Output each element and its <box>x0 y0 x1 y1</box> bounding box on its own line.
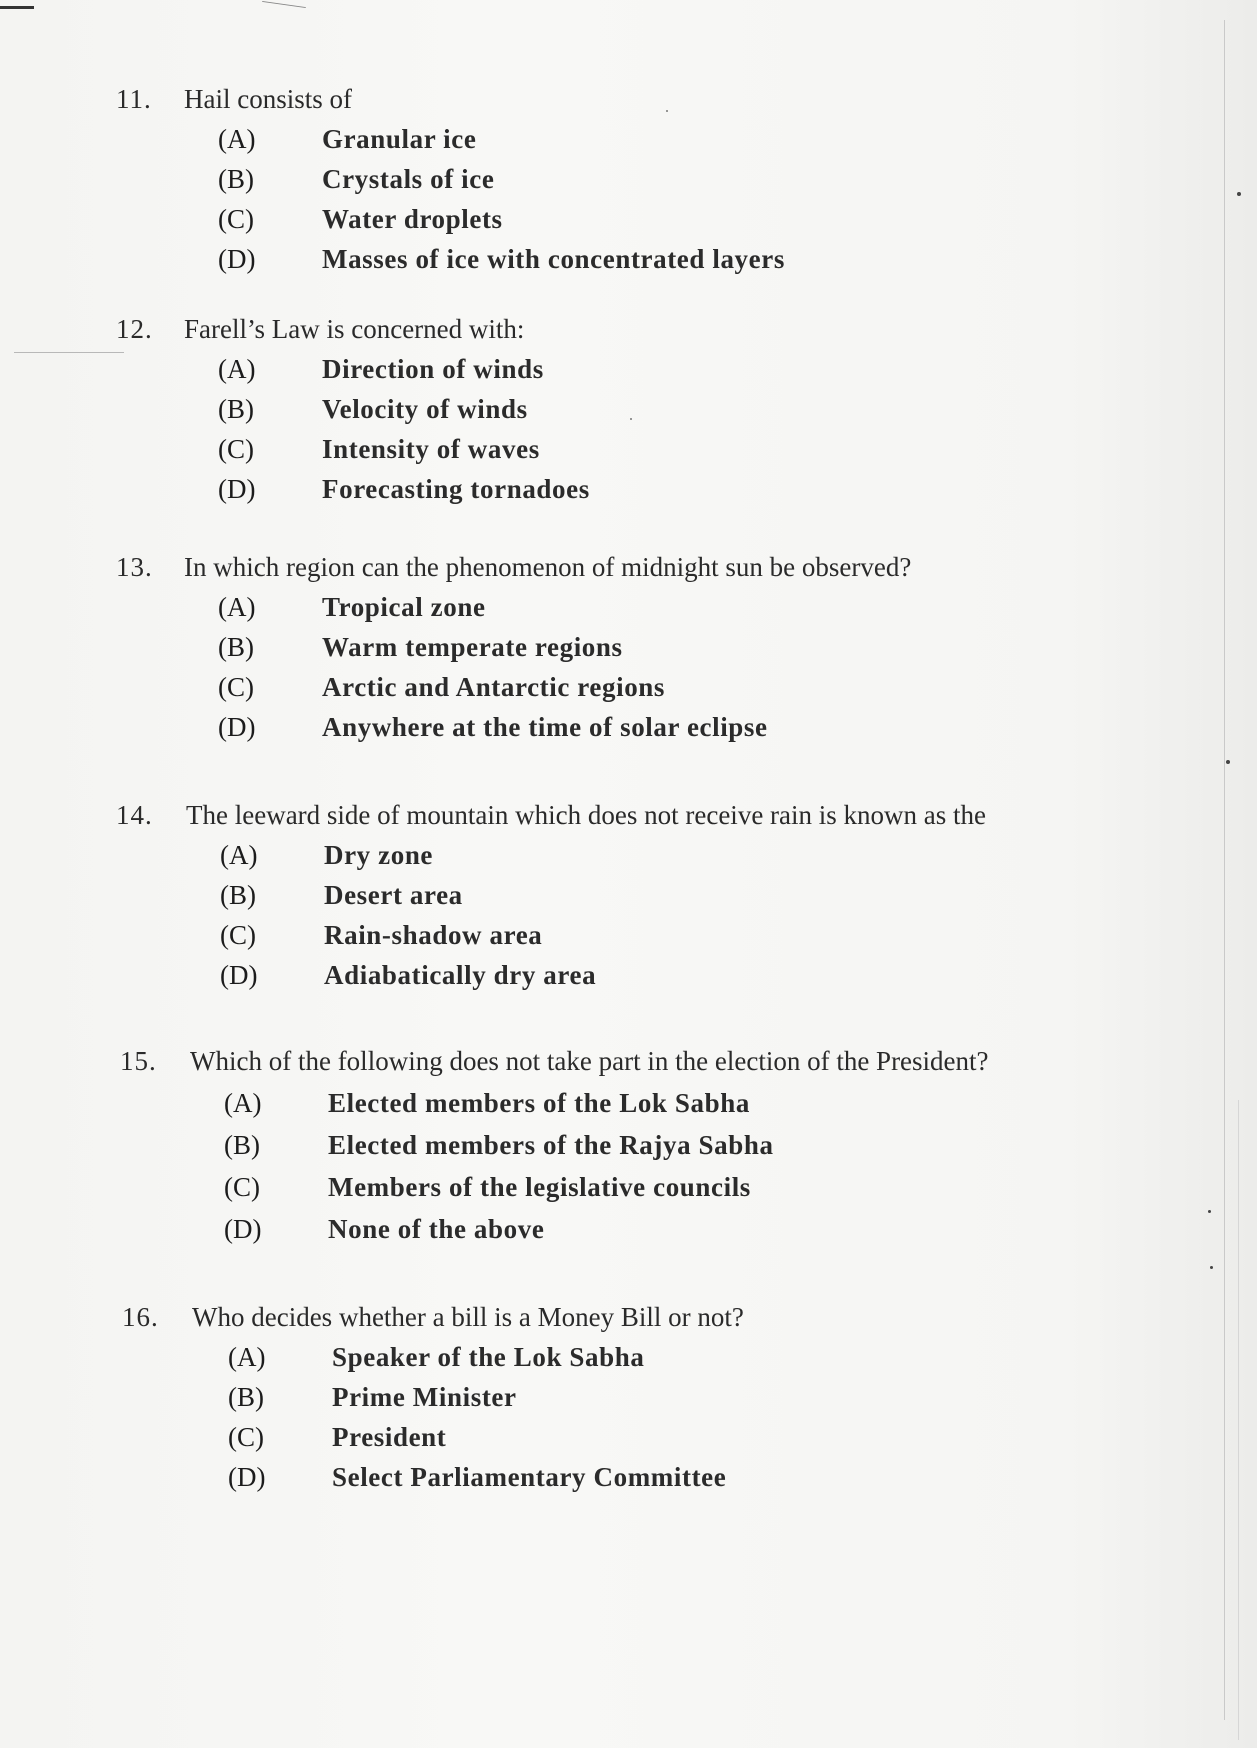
option-b[interactable] <box>218 394 1018 432</box>
option-d[interactable] <box>218 712 1018 750</box>
option-text: Velocity of winds <box>322 394 528 424</box>
option-d[interactable] <box>218 244 1018 282</box>
scan-mark <box>262 1 306 8</box>
question-text: The leeward side of mountain which does not receive rain is known as the <box>186 800 987 830</box>
question-stem <box>120 1046 1240 1086</box>
option-text: None of the above <box>328 1214 545 1244</box>
option-b[interactable] <box>218 632 1018 670</box>
scan-dot <box>1210 1266 1213 1269</box>
option-a[interactable] <box>218 354 1018 392</box>
scan-mark <box>0 6 34 9</box>
question-stem <box>116 314 1236 354</box>
option-letter: (C) <box>220 920 256 950</box>
option-text: Forecasting tornadoes <box>322 474 590 504</box>
question-stem <box>116 800 1236 840</box>
option-text: Direction of winds <box>322 354 544 384</box>
option-d[interactable] <box>228 1462 1028 1500</box>
option-text: Desert area <box>324 880 463 910</box>
page-edge-line <box>1238 1100 1239 1740</box>
question-stem <box>116 552 1236 592</box>
option-text: Warm temperate regions <box>322 632 623 662</box>
option-letter: (D) <box>228 1462 266 1492</box>
question-stem <box>122 1302 1242 1342</box>
option-letter: (D) <box>218 712 256 742</box>
option-d[interactable] <box>218 474 1018 512</box>
scan-dot <box>1237 192 1241 196</box>
option-text: President <box>332 1422 447 1452</box>
option-a[interactable] <box>220 840 1020 878</box>
option-letter: (D) <box>218 244 256 274</box>
option-letter: (B) <box>220 880 256 910</box>
option-letter: (A) <box>218 354 256 384</box>
option-text: Crystals of ice <box>322 164 495 194</box>
scan-dot <box>1208 1210 1211 1213</box>
page-edge-line <box>1224 20 1225 1720</box>
question-number: 14. <box>116 800 153 830</box>
option-text: Rain-shadow area <box>324 920 543 950</box>
option-b[interactable] <box>224 1130 1024 1168</box>
option-text: Elected members of the Rajya Sabha <box>328 1130 774 1160</box>
question-number: 11. <box>116 84 152 114</box>
question-text: Hail consists of <box>184 84 352 114</box>
option-text: Anywhere at the time of solar eclipse <box>322 712 768 742</box>
option-letter: (D) <box>220 960 258 990</box>
option-a[interactable] <box>224 1088 1024 1126</box>
option-c[interactable] <box>218 204 1018 242</box>
question-stem <box>116 84 1236 124</box>
option-letter: (C) <box>218 434 254 464</box>
option-text: Arctic and Antarctic regions <box>322 672 666 702</box>
question-text: Which of the following does not take part in the election of the President? <box>190 1046 989 1076</box>
option-letter: (B) <box>218 164 254 194</box>
option-letter: (B) <box>224 1130 260 1160</box>
option-text: Prime Minister <box>332 1382 517 1412</box>
scan-dot <box>1226 760 1230 764</box>
option-text: Masses of ice with concentrated layers <box>322 244 785 274</box>
option-text: Elected members of the Lok Sabha <box>328 1088 750 1118</box>
option-letter: (C) <box>218 672 254 702</box>
option-letter: (B) <box>228 1382 264 1412</box>
option-text: Water droplets <box>322 204 503 234</box>
option-text: Dry zone <box>324 840 434 870</box>
question-number: 13. <box>116 552 153 582</box>
question-number: 15. <box>120 1046 157 1076</box>
option-d[interactable] <box>220 960 1020 998</box>
option-letter: (D) <box>218 474 256 504</box>
question-text: In which region can the phenomenon of midnight sun be observed? <box>184 552 912 582</box>
question-text: Who decides whether a bill is a Money Bill or not? <box>192 1302 744 1332</box>
option-letter: (A) <box>224 1088 262 1118</box>
option-text: Intensity of waves <box>322 434 540 464</box>
option-letter: (A) <box>220 840 258 870</box>
option-text: Speaker of the Lok Sabha <box>332 1342 645 1372</box>
option-c[interactable] <box>224 1172 1024 1210</box>
option-letter: (A) <box>218 592 256 622</box>
option-c[interactable] <box>218 434 1018 472</box>
option-letter: (A) <box>228 1342 266 1372</box>
option-letter: (B) <box>218 632 254 662</box>
option-a[interactable] <box>228 1342 1028 1380</box>
option-c[interactable] <box>228 1422 1028 1460</box>
option-b[interactable] <box>218 164 1018 202</box>
option-text: Adiabatically dry area <box>324 960 597 990</box>
option-text: Select Parliamentary Committee <box>332 1462 727 1492</box>
option-text: Tropical zone <box>322 592 486 622</box>
question-text: Farell’s Law is concerned with: <box>184 314 525 344</box>
question-number: 16. <box>122 1302 159 1332</box>
option-letter: (A) <box>218 124 256 154</box>
option-letter: (C) <box>224 1172 260 1202</box>
option-letter: (B) <box>218 394 254 424</box>
option-b[interactable] <box>220 880 1020 918</box>
option-c[interactable] <box>218 672 1018 710</box>
option-letter: (C) <box>228 1422 264 1452</box>
option-letter: (C) <box>218 204 254 234</box>
question-number: 12. <box>116 314 153 344</box>
option-letter: (D) <box>224 1214 262 1244</box>
option-a[interactable] <box>218 592 1018 630</box>
option-c[interactable] <box>220 920 1020 958</box>
option-d[interactable] <box>224 1214 1024 1252</box>
option-text: Granular ice <box>322 124 477 154</box>
option-text: Members of the legislative councils <box>328 1172 751 1202</box>
option-a[interactable] <box>218 124 1018 162</box>
option-b[interactable] <box>228 1382 1028 1420</box>
scan-mark <box>14 352 124 353</box>
